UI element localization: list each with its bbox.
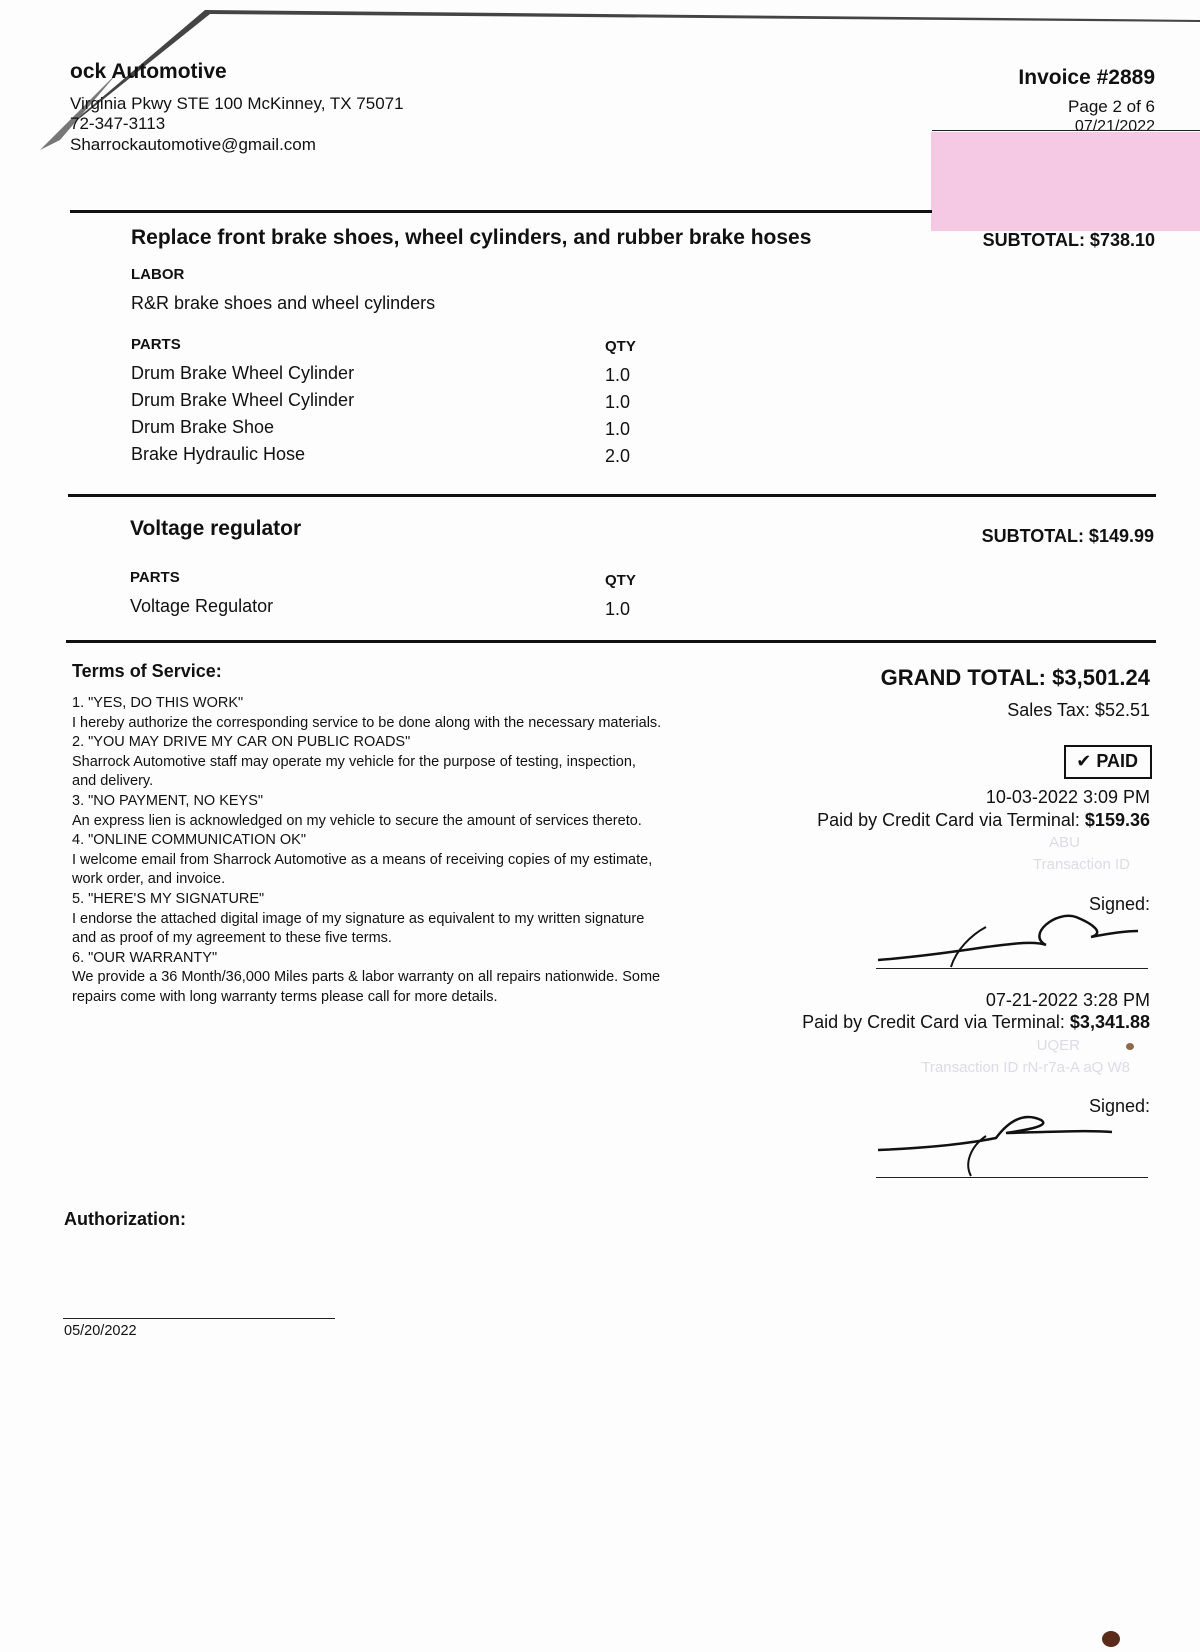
- terms-line: I endorse the attached digital image of my signature as equivalent to my written signature: [72, 910, 645, 927]
- company-address: Virginia Pkwy STE 100 McKinney, TX 75071: [70, 94, 404, 113]
- payment-line: [817, 810, 1150, 831]
- terms-line: 6. "OUR WARRANTY": [72, 949, 218, 966]
- labor-label: LABOR: [131, 266, 185, 283]
- authorization-date: 05/20/2022: [64, 1323, 137, 1339]
- paid-label: PAID: [1096, 751, 1138, 771]
- part-qty: 1.0: [605, 419, 631, 439]
- terms-line: I welcome email from Sharrock Automotive as a means of receiving copies of my estimate,: [72, 851, 653, 868]
- part-name: Voltage Regulator: [130, 596, 274, 616]
- company-name: ock Automotive: [70, 60, 227, 83]
- section-divider: [70, 210, 932, 213]
- scan-speck: [1126, 1043, 1134, 1050]
- part-qty: 1.0: [605, 365, 631, 385]
- part-qty: 1.0: [605, 599, 631, 619]
- terms-line: 5. "HERE'S MY SIGNATURE": [72, 890, 265, 907]
- payment-method: Paid by Credit Card via Terminal:: [802, 1012, 1065, 1032]
- faint-transaction: Transaction ID rN-r7a-A aQ W8: [921, 1059, 1130, 1076]
- parts-label: PARTS: [130, 569, 180, 586]
- payment-amount: $3,341.88: [1069, 1012, 1150, 1032]
- payment-datetime: 07-21-2022 3:28 PM: [985, 990, 1150, 1010]
- company-phone: 72-347-3113: [70, 114, 166, 133]
- parts-label: PARTS: [131, 336, 181, 353]
- terms-list: [72, 694, 712, 1008]
- invoice-number: Invoice #2889: [1018, 66, 1155, 89]
- terms-line: 3. "NO PAYMENT, NO KEYS": [72, 792, 264, 809]
- signature-image: [876, 1108, 1156, 1178]
- signed-label: Signed:: [1088, 894, 1150, 914]
- payment-method: Paid by Credit Card via Terminal:: [817, 810, 1080, 830]
- signature-line: [876, 968, 1148, 969]
- section-divider: [66, 640, 1156, 643]
- signature-image: [876, 905, 1156, 975]
- signed-label: Signed:: [1088, 1096, 1150, 1116]
- qty-label: QTY: [605, 572, 636, 589]
- company-email: Sharrockautomotive@gmail.com: [70, 135, 316, 154]
- terms-line: and delivery.: [72, 773, 154, 790]
- sales-tax: Sales Tax: $52.51: [1007, 700, 1150, 720]
- header-underline: [932, 130, 1200, 131]
- paid-badge: [1064, 745, 1152, 779]
- labor-description: R&R brake shoes and wheel cylinders: [131, 293, 436, 313]
- payment-amount: $159.36: [1084, 810, 1150, 830]
- checkmark-icon: ✔: [1076, 751, 1092, 771]
- terms-line: Sharrock Automotive staff may operate my vehicle for the purpose of testing, inspection,: [72, 753, 636, 770]
- terms-line: We provide a 36 Month/36,000 Miles parts & labor warranty on all repairs nationwide. Some: [72, 969, 661, 986]
- authorization-line: [63, 1318, 335, 1319]
- part-name: Drum Brake Shoe: [131, 417, 275, 437]
- qty-label: QTY: [605, 338, 636, 355]
- service-title: Voltage regulator: [130, 517, 302, 540]
- faint-transaction: Transaction ID: [1033, 856, 1130, 873]
- terms-line: An express lien is acknowledged on my vehicle to secure the amount of services thereto.: [72, 812, 642, 829]
- terms-title: Terms of Service:: [72, 661, 222, 681]
- terms-line: work order, and invoice.: [72, 871, 226, 888]
- grand-total: GRAND TOTAL: $3,501.24: [880, 665, 1150, 690]
- terms-line: 1. "YES, DO THIS WORK": [72, 695, 244, 711]
- service-title: Replace front brake shoes, wheel cylinders, and rubber brake hoses: [131, 226, 812, 249]
- payment-datetime: 10-03-2022 3:09 PM: [985, 787, 1150, 807]
- page-indicator: Page 2 of 6: [1068, 97, 1155, 116]
- faint-code: ABU: [1049, 834, 1080, 851]
- terms-line: 4. "ONLINE COMMUNICATION OK": [72, 832, 306, 849]
- terms-line: repairs come with long warranty terms please call for more details.: [72, 988, 498, 1005]
- part-qty: 1.0: [605, 392, 631, 412]
- payment-line: [802, 1012, 1150, 1033]
- service-subtotal: SUBTOTAL: $738.10: [982, 230, 1155, 250]
- terms-line: and as proof of my agreement to these five terms.: [72, 930, 392, 947]
- part-qty: 2.0: [605, 446, 631, 466]
- part-name: Drum Brake Wheel Cylinder: [131, 363, 355, 383]
- scan-speck: [1102, 1631, 1120, 1647]
- authorization-label: Authorization:: [64, 1209, 186, 1229]
- part-name: Brake Hydraulic Hose: [131, 444, 306, 464]
- signature-line: [876, 1177, 1148, 1178]
- invoice-date: 07/21/2022: [1074, 118, 1155, 130]
- service-subtotal: SUBTOTAL: $149.99: [981, 526, 1154, 546]
- terms-line: I hereby authorize the corresponding service to be done along with the necessary materials.: [72, 714, 662, 731]
- terms-line: 2. "YOU MAY DRIVE MY CAR ON PUBLIC ROADS": [72, 734, 411, 751]
- section-divider: [68, 494, 1156, 497]
- part-name: Drum Brake Wheel Cylinder: [131, 390, 355, 410]
- faint-code: UQER: [1036, 1037, 1080, 1054]
- pink-sticker: [931, 132, 1200, 231]
